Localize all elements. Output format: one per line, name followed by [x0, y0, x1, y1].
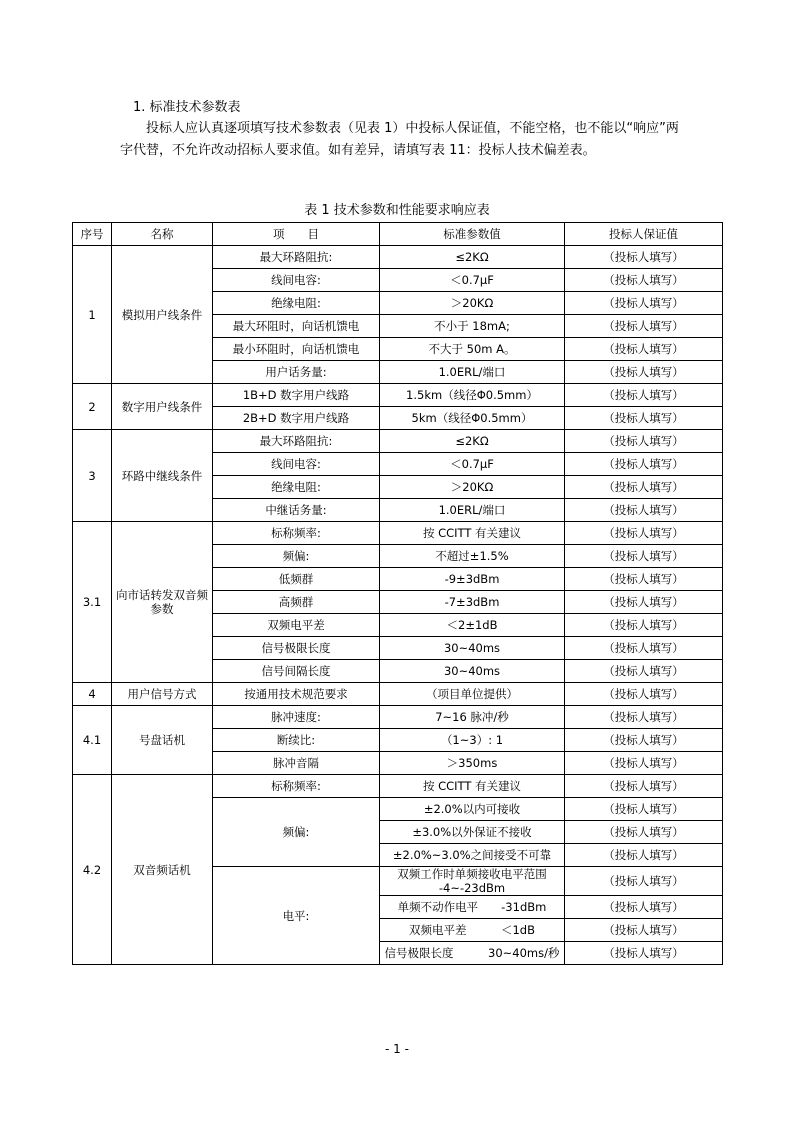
table-row — [73, 775, 723, 798]
bid-cell[interactable]: （投标人填写） — [565, 821, 723, 844]
std-cell: （1~3）: 1 — [380, 729, 565, 752]
bid-cell[interactable]: （投标人填写） — [565, 637, 723, 660]
std-cell: 信号极限长度 30~40ms/秒 — [380, 942, 565, 965]
bid-cell[interactable]: （投标人填写） — [565, 292, 723, 315]
item-cell: 信号间隔长度 — [213, 660, 380, 683]
bid-cell[interactable]: （投标人填写） — [565, 545, 723, 568]
item-cell: 断续比: — [213, 729, 380, 752]
group-no: 4.1 — [73, 706, 112, 775]
std-cell: 30~40ms — [380, 660, 565, 683]
std-cell: 1.5km（线径Φ0.5mm） — [380, 384, 565, 407]
group-no: 4.2 — [73, 775, 112, 965]
bid-cell[interactable]: （投标人填写） — [565, 568, 723, 591]
bid-cell[interactable]: （投标人填写） — [565, 729, 723, 752]
table-row — [73, 246, 723, 269]
header-name: 名称 — [112, 223, 213, 246]
item-cell: 双频电平差 — [213, 614, 380, 637]
item-cell: 标称频率: — [213, 522, 380, 545]
std-cell: 1.0ERL/端口 — [380, 499, 565, 522]
item-cell: 最大环路阻抗: — [213, 246, 380, 269]
item-cell: 脉冲音隔 — [213, 752, 380, 775]
bid-cell[interactable]: （投标人填写） — [565, 430, 723, 453]
std-cell: ＞20KΩ — [380, 476, 565, 499]
bid-cell[interactable]: （投标人填写） — [565, 384, 723, 407]
item-cell: 高频群 — [213, 591, 380, 614]
std-cell: 按 CCITT 有关建议 — [380, 775, 565, 798]
bid-cell[interactable]: （投标人填写） — [565, 752, 723, 775]
item-cell: 线间电容: — [213, 453, 380, 476]
item-cell: 1B+D 数字用户线路 — [213, 384, 380, 407]
std-cell: 7~16 脉冲/秒 — [380, 706, 565, 729]
item-cell: 中继话务量: — [213, 499, 380, 522]
item-cell: 频偏: — [213, 798, 380, 867]
bid-cell[interactable]: （投标人填写） — [565, 942, 723, 965]
group-name: 用户信号方式 — [112, 683, 213, 706]
std-cell: 双频电平差 ＜1dB — [380, 919, 565, 942]
bid-cell[interactable]: （投标人填写） — [565, 338, 723, 361]
bid-cell[interactable]: （投标人填写） — [565, 361, 723, 384]
item-cell: 标称频率: — [213, 775, 380, 798]
std-cell: 不小于 18mA; — [380, 315, 565, 338]
group-no: 1 — [73, 246, 112, 384]
item-cell: 线间电容: — [213, 269, 380, 292]
bid-cell[interactable]: （投标人填写） — [565, 522, 723, 545]
item-cell: 信号极限长度 — [213, 637, 380, 660]
bid-cell[interactable]: （投标人填写） — [565, 499, 723, 522]
section-heading: 1. 标准技术参数表 — [133, 100, 241, 115]
group-no: 2 — [73, 384, 112, 430]
header-bid: 投标人保证值 — [565, 223, 723, 246]
item-cell: 脉冲速度: — [213, 706, 380, 729]
std-cell: 不大于 50m A。 — [380, 338, 565, 361]
bid-cell[interactable]: （投标人填写） — [565, 614, 723, 637]
std-cell: ±2.0%以内可接收 — [380, 798, 565, 821]
header-std: 标准参数值 — [380, 223, 565, 246]
group-name: 向市话转发双音频参数 — [112, 522, 213, 683]
std-cell: 双频工作时单频接收电平范围 -4~-23dBm — [380, 867, 565, 896]
table-row — [73, 430, 723, 453]
std-cell: 按 CCITT 有关建议 — [380, 522, 565, 545]
group-name: 双音频话机 — [112, 775, 213, 965]
item-cell: 低频群 — [213, 568, 380, 591]
group-name: 数字用户线条件 — [112, 384, 213, 430]
page-number: - 1 - — [385, 1042, 409, 1056]
bid-cell[interactable]: （投标人填写） — [565, 844, 723, 867]
std-cell: -7±3dBm — [380, 591, 565, 614]
group-no: 3 — [73, 430, 112, 522]
std-cell: ＜2±1dB — [380, 614, 565, 637]
std-cell: ±2.0%~3.0%之间接受不可靠 — [380, 844, 565, 867]
item-cell: 频偏: — [213, 545, 380, 568]
bid-cell[interactable]: （投标人填写） — [565, 476, 723, 499]
group-name: 环路中继线条件 — [112, 430, 213, 522]
std-cell: 5km（线径Φ0.5mm） — [380, 407, 565, 430]
item-cell: 绝缘电阻: — [213, 292, 380, 315]
table-caption: 表 1 技术参数和性能要求响应表 — [304, 203, 490, 218]
bid-cell[interactable]: （投标人填写） — [565, 896, 723, 919]
group-name: 号盘话机 — [112, 706, 213, 775]
std-cell: ＞350ms — [380, 752, 565, 775]
item-cell: 电平: — [213, 867, 380, 965]
table-row — [73, 683, 723, 706]
std-cell: ＞20KΩ — [380, 292, 565, 315]
std-cell: ＜0.7μF — [380, 453, 565, 476]
bid-cell[interactable]: （投标人填写） — [565, 798, 723, 821]
std-cell: 不超过±1.5% — [380, 545, 565, 568]
bid-cell[interactable]: （投标人填写） — [565, 867, 723, 896]
item-cell: 绝缘电阻: — [213, 476, 380, 499]
table-row — [73, 522, 723, 545]
std-cell: -9±3dBm — [380, 568, 565, 591]
bid-cell[interactable]: （投标人填写） — [565, 453, 723, 476]
std-cell: 1.0ERL/端口 — [380, 361, 565, 384]
header-no: 序号 — [73, 223, 112, 246]
section-paragraph: 投标人应认真逐项填写技术参数表（见表 1）中投标人保证值，不能空格，也不能以“响应”两字代替，不允许改动招标人要求值。如有差异，请填写表 11：投标人技术偏差表。 — [120, 121, 679, 158]
group-no: 3.1 — [73, 522, 112, 683]
bid-cell[interactable]: （投标人填写） — [565, 315, 723, 338]
item-cell: 最小环阻时，向话机馈电 — [213, 338, 380, 361]
std-cell: ≤2KΩ — [380, 430, 565, 453]
group-name: 模拟用户线条件 — [112, 246, 213, 384]
bid-cell[interactable]: （投标人填写） — [565, 775, 723, 798]
bid-cell[interactable]: （投标人填写） — [565, 591, 723, 614]
header-item: 项 目 — [213, 223, 380, 246]
spec-table — [72, 222, 723, 965]
table-header-row — [73, 223, 723, 246]
bid-cell[interactable]: （投标人填写） — [565, 407, 723, 430]
table-row — [73, 384, 723, 407]
std-cell: 单频不动作电平 -31dBm — [380, 896, 565, 919]
item-cell: 按通用技术规范要求 — [213, 683, 380, 706]
bid-cell[interactable]: （投标人填写） — [565, 919, 723, 942]
std-cell: ≤2KΩ — [380, 246, 565, 269]
bid-cell[interactable]: （投标人填写） — [565, 683, 723, 706]
bid-cell[interactable]: （投标人填写） — [565, 706, 723, 729]
table-row — [73, 706, 723, 729]
std-cell: ＜0.7μF — [380, 269, 565, 292]
item-cell: 用户话务量: — [213, 361, 380, 384]
item-cell: 最大环阻时，向话机馈电 — [213, 315, 380, 338]
bid-cell[interactable]: （投标人填写） — [565, 269, 723, 292]
item-cell: 最大环路阻抗: — [213, 430, 380, 453]
std-cell: ±3.0%以外保证不接收 — [380, 821, 565, 844]
group-no: 4 — [73, 683, 112, 706]
item-cell: 2B+D 数字用户线路 — [213, 407, 380, 430]
bid-cell[interactable]: （投标人填写） — [565, 660, 723, 683]
bid-cell[interactable]: （投标人填写） — [565, 246, 723, 269]
std-cell: 30~40ms — [380, 637, 565, 660]
std-cell: （项目单位提供） — [380, 683, 565, 706]
